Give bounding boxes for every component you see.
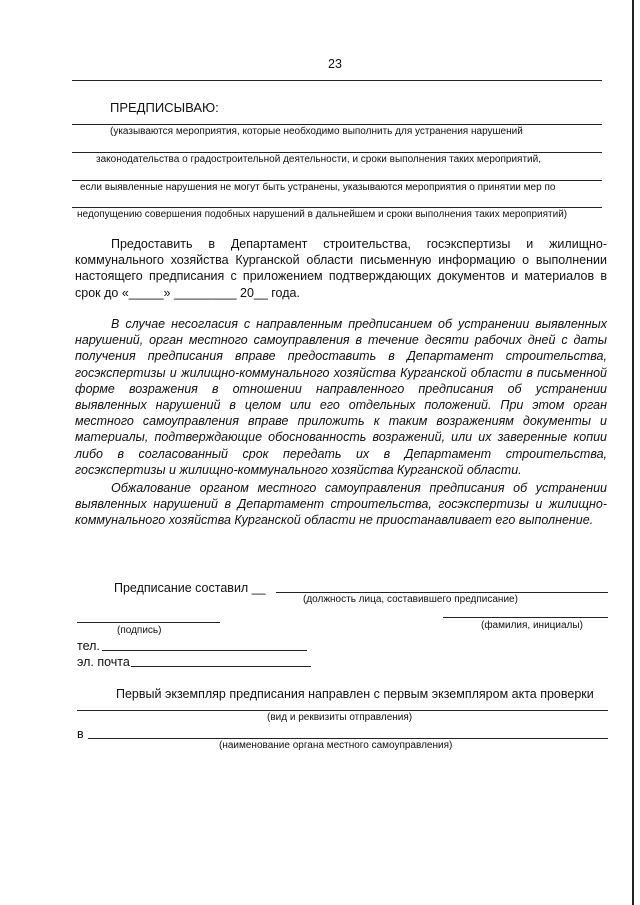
caption-authority: (наименование органа местного самоуправления) [219,740,453,751]
instruction-line-4: недопущению совершения подобных нарушений в дальнейшем и сроки выполнения таких мероприятий) [77,209,568,220]
paragraph-appeal-text: Обжалование органом местного самоуправления предписания об устранении выявленных нарушений в Департамент строительства, госэкспертизы и жилищно-коммунального хозяйства Курганской области не приостанавливает его выполнение. [75,481,607,528]
page-edge [632,0,634,905]
caption-signature: (подпись) [117,625,162,636]
signature-rule [77,622,220,623]
paragraph-disagreement-text: В случае несогласия с направленным предписанием об устранении выявленных нарушений, орган местного самоуправления в течение десяти рабочих дней с даты получения предписания вправе предоставить в Департамент строительства, госэкспертизы и жилищно-коммунального хозяйства Курганской области в письменной форме возражения в отношении направленного предписания об устранении выявленных нарушений в целом или его отдельных положений. При этом орган местного самоуправления вправе приложить к таким возражениям документы и материалы, подтверждающие обоснованность возражений, или их заверенные копии либо в согласованный срок передать их в Департамент строительства, госэкспертизы и жилищно-коммунального хозяйства Курганской области. [75,317,607,477]
phone-rule [102,650,307,651]
paragraph-submit [75,236,607,301]
paragraph-submit-text: Предоставить в Департамент строительства, госэкспертизы и жилищно-коммунального хозяйства Курганской области письменную информацию о выполнении настоящего предписания с приложением подтверждающих документов и материалов в срок до «_____» _________ 20__ года. [75,237,607,300]
to-label: в [77,727,84,741]
rule-2 [72,152,602,153]
instruction-line-1: (указываются мероприятия, которые необходимо выполнить для устранения нарушений [110,126,523,137]
authority-rule [88,738,608,739]
email-label: эл. почта [77,655,130,669]
phone-label: тел. [77,639,100,653]
name-rule [443,617,608,618]
position-rule [276,592,608,593]
sending-rule [77,710,608,711]
heading: ПРЕДПИСЫВАЮ: [110,100,219,115]
paragraph-disagreement [75,316,607,478]
compiled-label: Предписание составил __ [114,581,266,595]
rule-4 [72,207,602,208]
rule-3 [72,180,602,181]
caption-position: (должность лица, составившего предписание) [303,594,518,605]
caption-name: (фамилия, инициалы) [481,620,583,631]
caption-sending: (вид и реквизиты отправления) [267,712,413,723]
paragraph-appeal [75,480,607,529]
sent-text: Первый экземпляр предписания направлен с первым экземпляром акта проверки [116,687,594,701]
header-rule [72,80,602,81]
instruction-line-2: законодательства о градостроительной деятельности, и сроки выполнения таких мероприятий, [96,154,541,165]
instruction-line-3: если выявленные нарушения не могут быть устранены, указываются мероприятия о принятии мер по [80,182,556,193]
page-number: 23 [328,57,342,71]
email-rule [131,666,311,667]
rule-1 [72,124,602,125]
